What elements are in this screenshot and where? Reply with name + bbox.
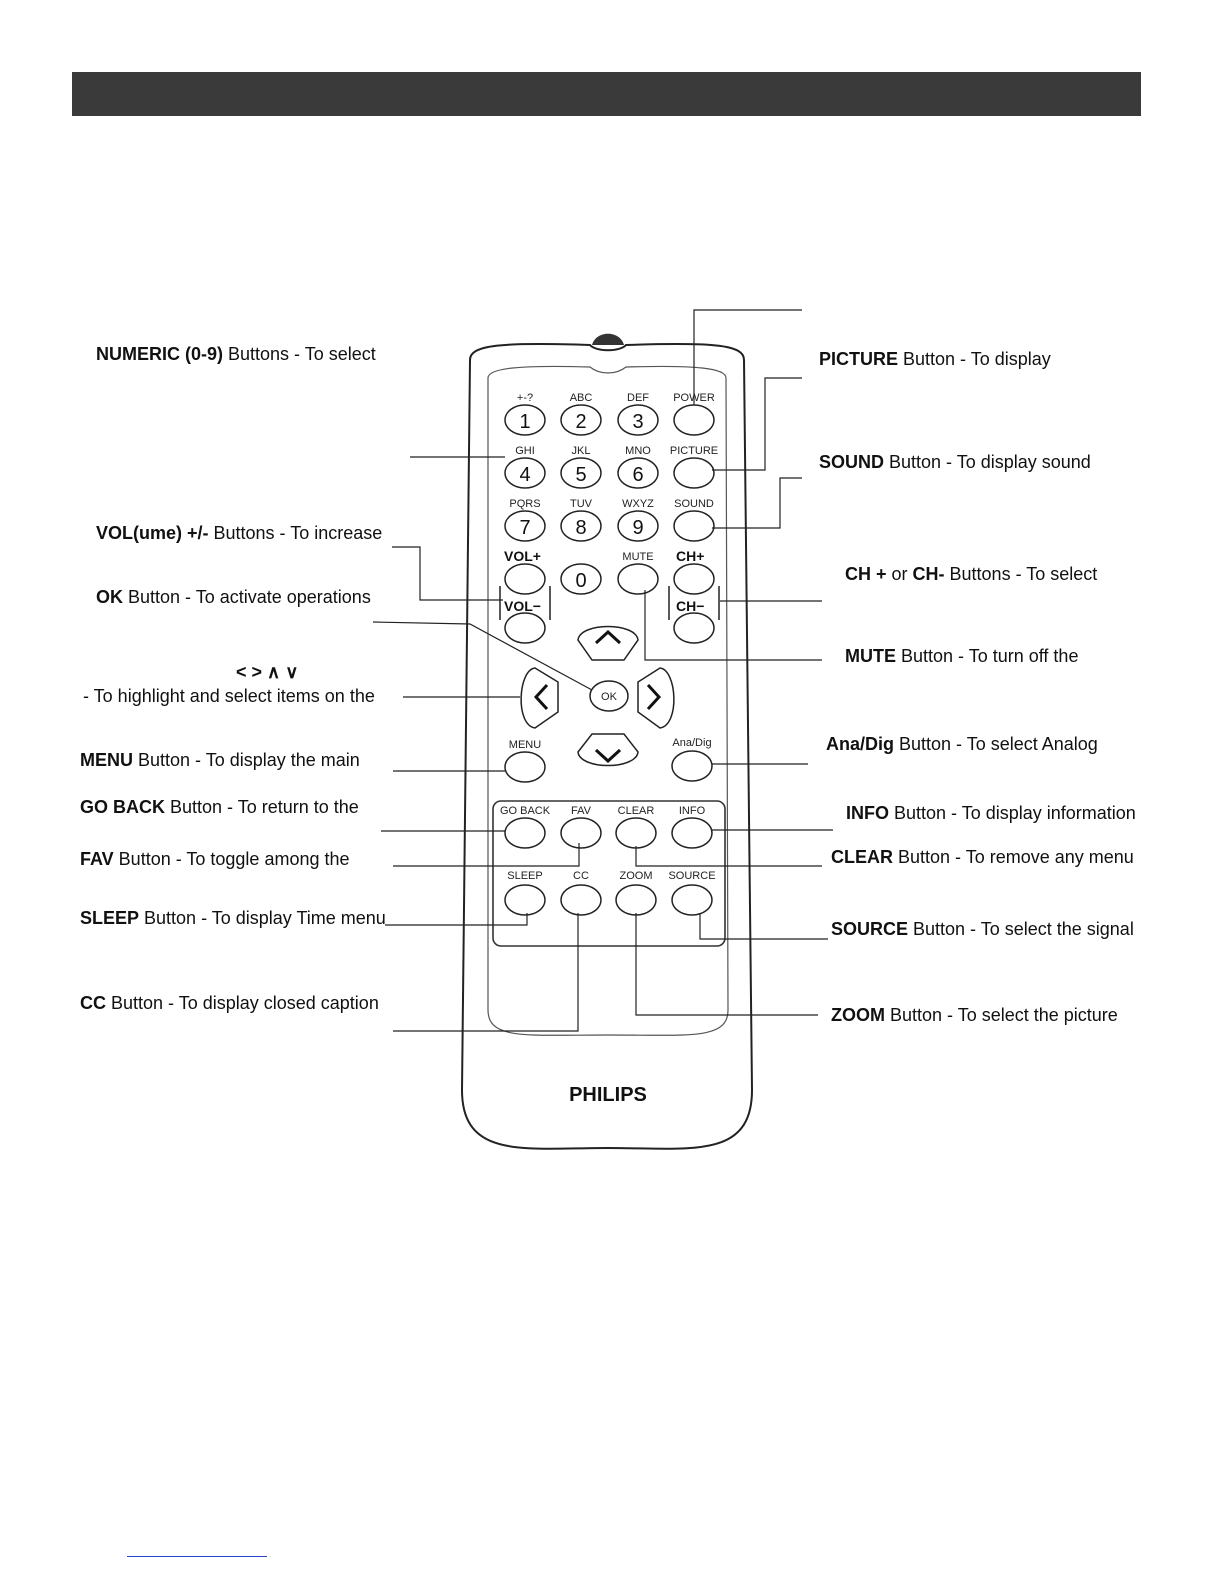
key-3-digit: 3 — [632, 411, 644, 433]
key-0-digit: 0 — [575, 570, 587, 592]
ok-key-label: OK — [601, 691, 617, 703]
key-1-digit: 1 — [519, 411, 531, 433]
menu-button[interactable] — [505, 752, 545, 782]
sound-leader-line — [712, 478, 802, 528]
info-key-label: INFO — [678, 805, 706, 817]
fav-key-label: FAV — [571, 805, 591, 817]
zoom-label: ZOOM Button - To select the picture — [831, 1005, 1118, 1025]
mute-key-label: MUTE — [622, 551, 654, 563]
ch-plus-label: CH+ — [676, 548, 705, 564]
zoom-leader-line — [636, 913, 818, 1015]
goback-key-label: GO BACK — [499, 805, 551, 817]
cc-key-label: CC — [573, 870, 589, 882]
sleep-button[interactable] — [505, 885, 545, 915]
ok-label: OK Button - To activate operations — [96, 587, 371, 607]
zoom-key-label: ZOOM — [619, 870, 653, 882]
vol-label: VOL(ume) +/- Buttons - To increase — [96, 523, 383, 543]
key-3-letters: DEF — [627, 392, 649, 404]
nav-left-button[interactable] — [521, 668, 558, 728]
arrows-label: - To highlight and select items on the — [83, 686, 375, 706]
sleep-label: SLEEP Button - To display Time menu — [80, 908, 386, 928]
clear-label: CLEAR Button - To remove any menu — [831, 847, 1134, 867]
ch-label: CH + or CH- Buttons - To select — [845, 564, 1098, 584]
fav-leader-line — [393, 843, 579, 866]
source-button[interactable] — [672, 885, 712, 915]
mute-label: MUTE Button - To turn off the — [845, 646, 1079, 666]
menu-key-label: MENU — [508, 739, 542, 751]
ch-minus-label: CH− — [676, 598, 705, 614]
power-button[interactable] — [674, 405, 714, 435]
cc-button[interactable] — [561, 885, 601, 915]
philips-logo: PHILIPS — [569, 1084, 647, 1106]
ir-window — [592, 334, 624, 345]
footer-link-underline[interactable] — [127, 1556, 267, 1557]
picture-key-label: PICTURE — [669, 445, 719, 457]
key-4-letters: GHI — [515, 445, 535, 457]
picture-label: PICTURE Button - To display — [819, 349, 1051, 369]
sound-key-label: SOUND — [674, 498, 714, 510]
sleep-leader-line — [385, 913, 527, 925]
key-1-letters: +-? — [516, 392, 534, 404]
picture-button[interactable] — [674, 458, 714, 488]
ok-leader-line — [373, 622, 592, 690]
vol-minus-label: VOL− — [504, 598, 541, 614]
key-2-letters: ABC — [569, 392, 593, 404]
key-5-letters: JKL — [571, 445, 591, 457]
key-8-letters: TUV — [570, 498, 592, 510]
info-button[interactable] — [672, 818, 712, 848]
key-2-digit: 2 — [575, 411, 587, 433]
nav-right-button[interactable] — [638, 668, 674, 728]
numeric-label: NUMERIC (0-9) Buttons - To select — [96, 344, 376, 364]
key-8-digit: 8 — [575, 517, 587, 539]
key-5-digit: 5 — [575, 464, 587, 486]
key-9-digit: 9 — [632, 517, 644, 539]
mute-button[interactable] — [618, 564, 658, 594]
up-arrow-icon — [596, 632, 620, 643]
info-label: INFO Button - To display information — [846, 803, 1136, 823]
power-leader-line — [694, 310, 802, 405]
vol-leader-line — [392, 547, 503, 600]
anadig-button[interactable] — [672, 751, 712, 781]
key-7-digit: 7 — [519, 517, 531, 539]
clear-key-label: CLEAR — [617, 805, 655, 817]
zoom-button[interactable] — [616, 885, 656, 915]
goback-label: GO BACK Button - To return to the — [80, 797, 359, 817]
power-key-label: POWER — [673, 392, 715, 404]
arrows-symbols: < > ∧ ∨ — [236, 662, 299, 682]
clear-leader-line — [636, 846, 822, 866]
key-7-letters: PQRS — [509, 498, 541, 510]
anadig-label: Ana/Dig Button - To select Analog — [826, 734, 1098, 754]
ch-plus-button[interactable] — [674, 564, 714, 594]
source-leader-line — [700, 913, 828, 939]
sound-button[interactable] — [674, 511, 714, 541]
sound-label: SOUND Button - To display sound — [819, 452, 1091, 472]
clear-button[interactable] — [616, 818, 656, 848]
fav-button[interactable] — [561, 818, 601, 848]
vol-minus-button[interactable] — [505, 613, 545, 643]
ch-minus-button[interactable] — [674, 613, 714, 643]
anadig-key-label: Ana/Dig — [672, 737, 712, 749]
key-4-digit: 4 — [519, 464, 531, 486]
source-key-label: SOURCE — [668, 870, 716, 882]
down-arrow-icon — [596, 750, 620, 761]
cc-label: CC Button - To display closed caption — [80, 993, 379, 1013]
vol-plus-label: VOL+ — [504, 548, 541, 564]
right-arrow-icon — [648, 685, 659, 709]
goback-button[interactable] — [505, 818, 545, 848]
left-arrow-icon — [536, 685, 547, 709]
key-6-letters: MNO — [625, 445, 651, 457]
vol-plus-button[interactable] — [505, 564, 545, 594]
menu-label: MENU Button - To display the main — [80, 750, 360, 770]
cc-leader-line — [393, 913, 578, 1031]
key-9-letters: WXYZ — [622, 498, 654, 510]
fav-label: FAV Button - To toggle among the — [80, 849, 350, 869]
sleep-key-label: SLEEP — [507, 870, 543, 882]
source-label: SOURCE Button - To select the signal — [831, 919, 1134, 939]
key-6-digit: 6 — [632, 464, 644, 486]
